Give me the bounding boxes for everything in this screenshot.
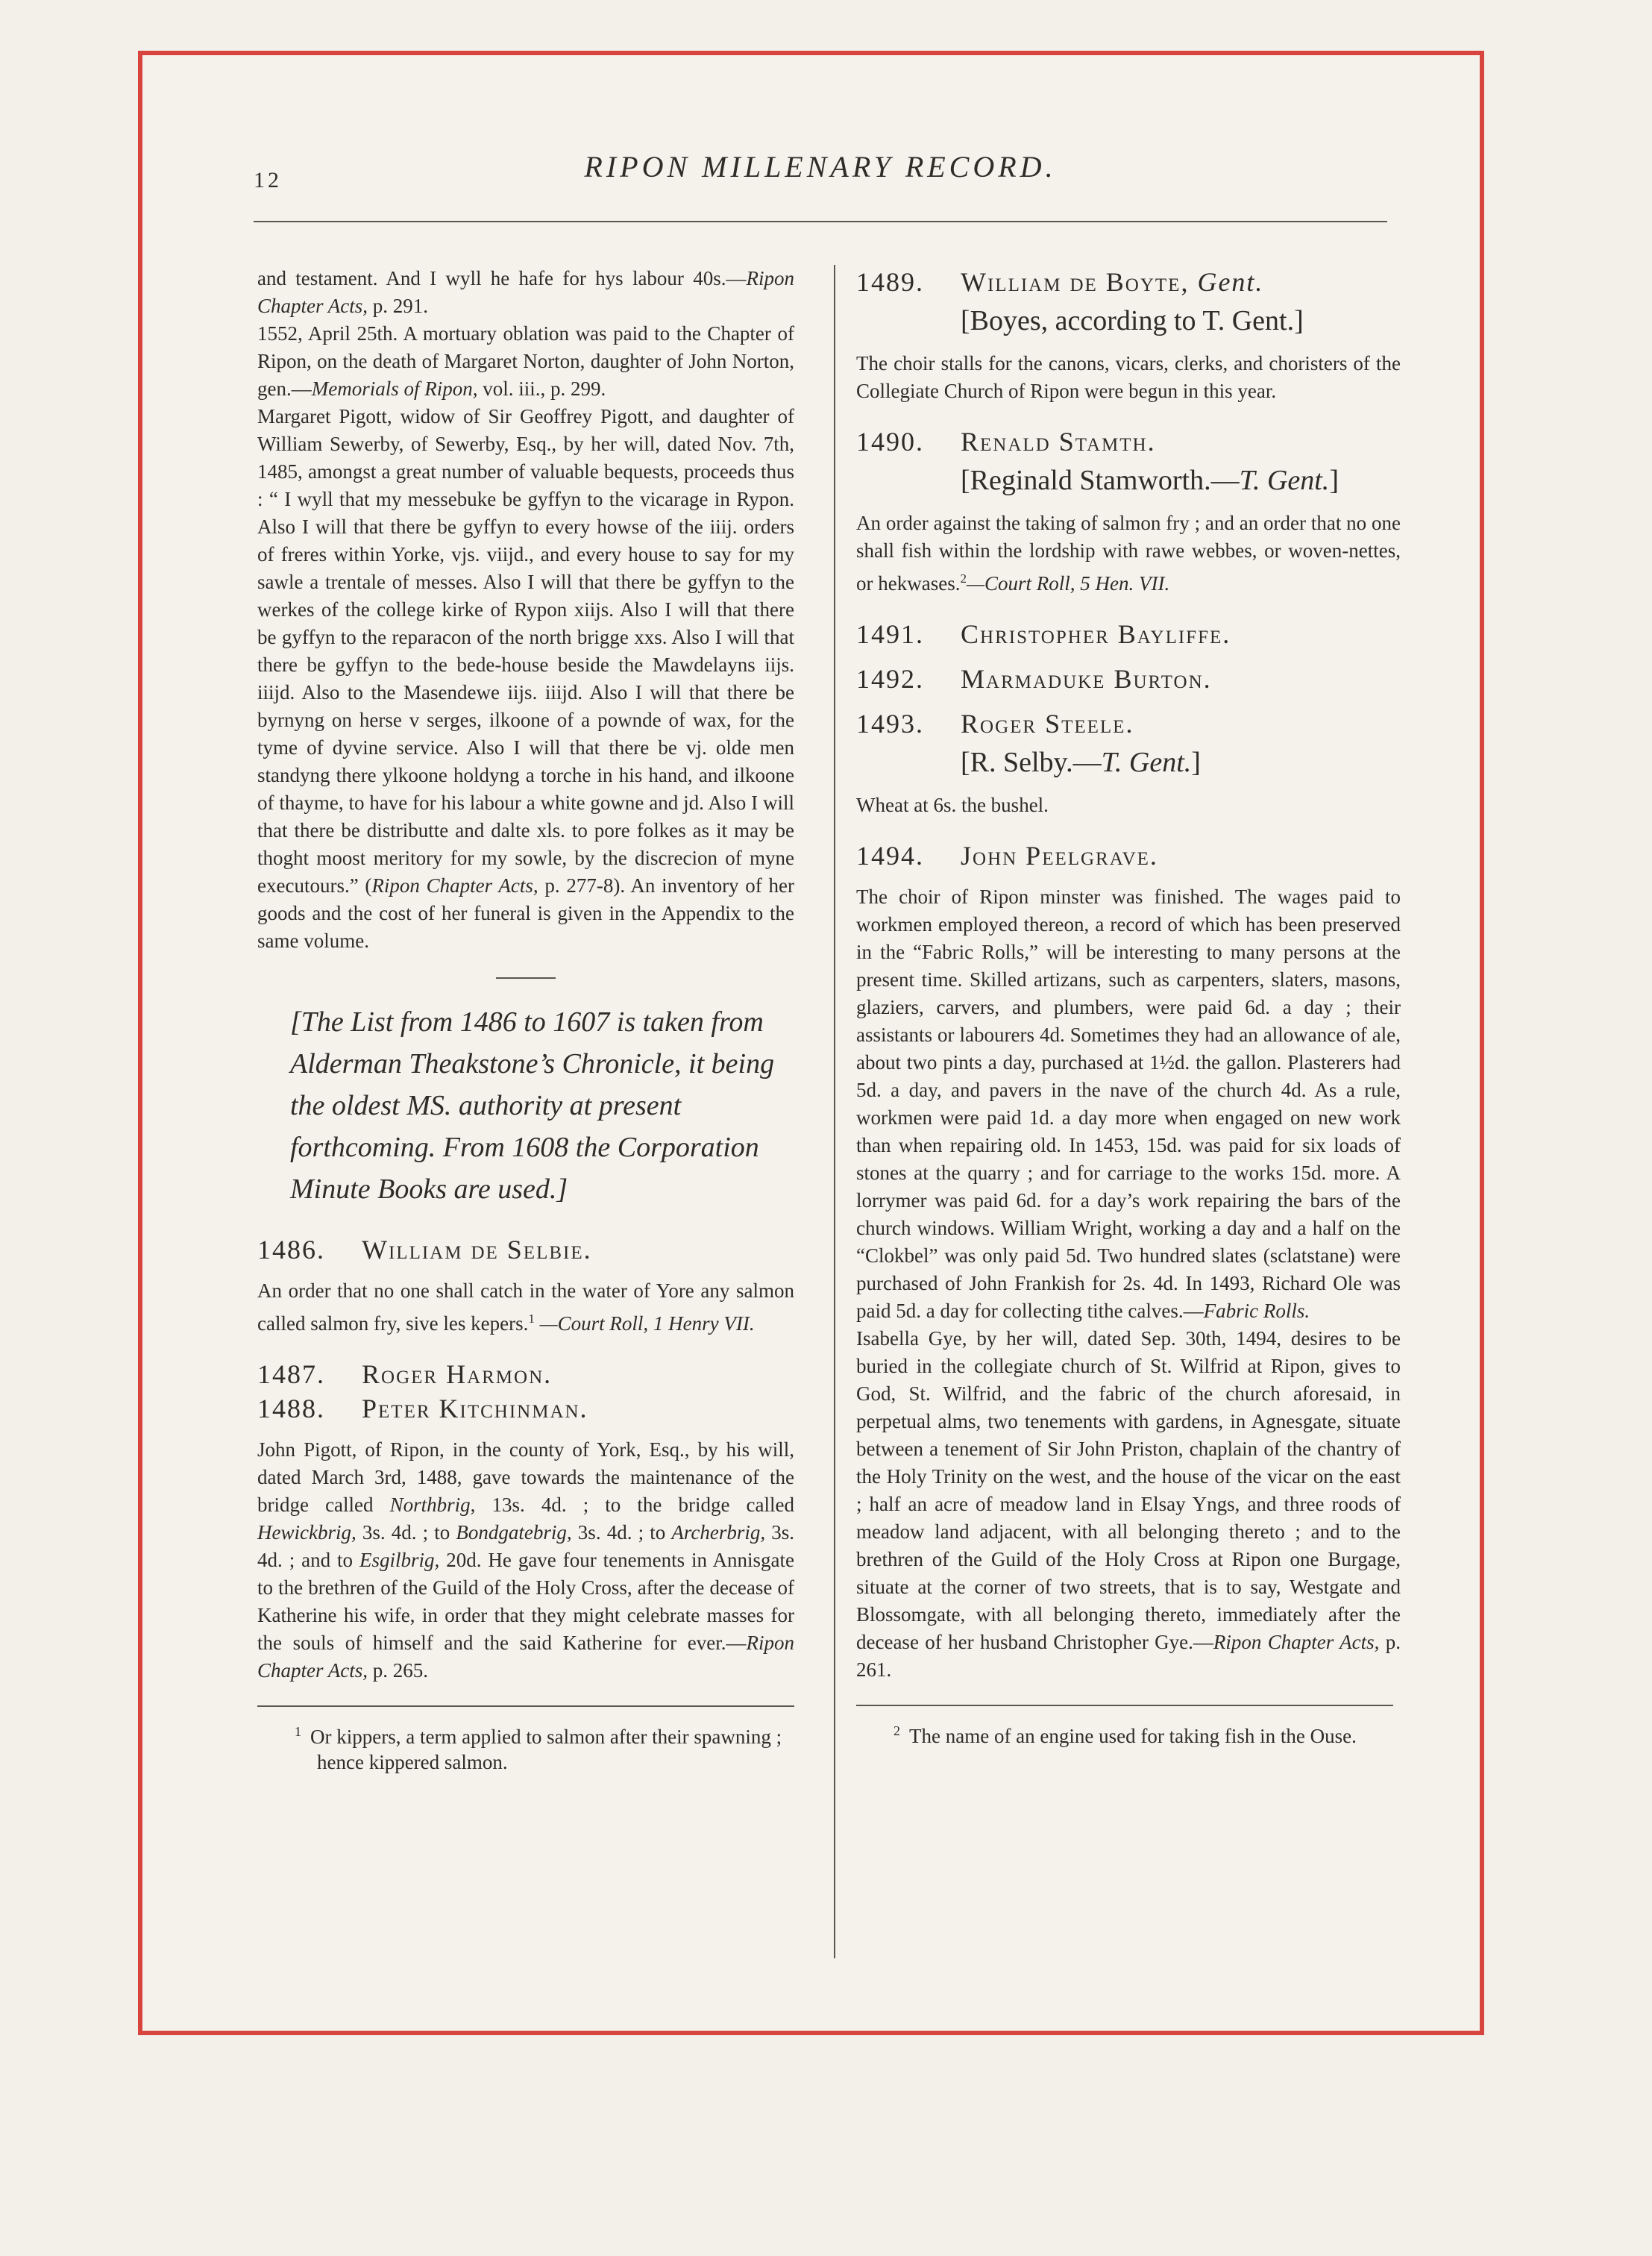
footnote-1: $^1$ Or kippers, a term applied to salmon after their spawning ; hence kippered salmon.	[295, 1724, 782, 1773]
footnote-rule	[856, 1705, 1393, 1706]
footnote-2: $^2$ The name of an engine used for taking fish in the Ouse.	[893, 1723, 1357, 1747]
year-entry-1490: 1490. Renald Stamth.	[856, 427, 1156, 457]
paragraph: The choir stalls for the canons, vicars, clerks, and choristers of the Collegiate Church of Ripon were begun in this year.	[856, 352, 1401, 402]
running-head: RIPON MILLENARY RECORD.	[584, 150, 1057, 184]
paragraph: John Pigott, of Ripon, in the county of York, Esq., by his will, dated March 3rd, 1488, gave towards the maintenance of the bridge called Northbrig, 13s. 4d. ; to the bridge called Hewickbrig, 3s. 4d. ; to Bondgatebrig, 3s. 4d. ; to Archerbrig, 3s. 4d. ; and to Esgilbrig, 20d. He gave four tenements in Annisgate to the brethren of the Guild of the Holy Cross, after the decease of Katherine his wife, in order that they might celebrate masses for the souls of himself and the said Katherine for ever.—Ripon Chapter Acts, p. 265.	[257, 1438, 794, 1682]
paragraph: An order that no one shall catch in the water of Yore any salmon called salmon fry, sive les kepers.$^1$ —Court Roll, 1 Henry VII.	[257, 1279, 794, 1335]
paragraph: Isabella Gye, by her will, dated Sep. 30th, 1494, desires to be buried in the collegiate church of St. Wilfrid at Ripon, gives to God, St. Wilfrid, and the fabric of the church aforesaid, in perpetual alms, two tenements with gardens, in Agnesgate, situate between a tenement of Sir John Priston, chaplain of the chantry of the Holy Trinity on the west, and the house of the vicar on the east ; half an acre of meadow land in Elsay Yngs, and three roods of meadow land adjacent, with all belonging thereto ; and to the brethren of the Guild of the Holy Cross at Ripon one Burgage, situate at the corner of two streets, that is to say, Westgate and Blossomgate, with all belonging thereto, immediately after the decease of her husband Christopher Gye.—Ripon Chapter Acts, p. 261.	[856, 1327, 1401, 1681]
year-entry-1493: 1493. Roger Steele.	[856, 709, 1134, 739]
left-column	[257, 265, 794, 1775]
year-entry-1491: 1491. Christopher Bayliffe.	[856, 619, 1231, 649]
paragraph: Wheat at 6s. the bushel.	[856, 794, 1049, 816]
header-rule	[254, 221, 1387, 222]
right-column	[856, 265, 1401, 1749]
footnote-rule	[257, 1705, 794, 1707]
entry-subtitle: [Reginald Stamworth.—T. Gent.]	[961, 465, 1339, 496]
editorial-note: [The List from 1486 to 1607 is taken from Alderman Theakstone’s Chronicle, it being the oldest MS. authority at present forthcoming. From 1608 the Corporation Minute Books are used.]	[290, 1006, 775, 1205]
entry-subtitle: [R. Selby.—T. Gent.]	[961, 747, 1201, 778]
year-entry-1488: 1488. Peter Kitchinman.	[257, 1394, 588, 1423]
year-entry-1489: 1489. William de Boyte, Gent.	[856, 267, 1264, 297]
page-number: 12	[254, 168, 282, 192]
entry-subtitle: [Boyes, according to T. Gent.]	[961, 305, 1304, 336]
paragraph: An order against the taking of salmon fry ; and an order that no one shall fish within the lordship with rawe webbes, or woven-nettes, or hekwases.$^2$—Court Roll, 5 Hen. VII.	[856, 512, 1401, 595]
year-entry-1486: 1486. William de Selbie.	[257, 1235, 592, 1265]
year-entry-1492: 1492. Marmaduke Burton.	[856, 664, 1212, 694]
section-divider	[496, 977, 556, 979]
year-entry-1494: 1494. John Peelgrave.	[856, 841, 1158, 871]
paragraph: Margaret Pigott, widow of Sir Geoffrey Pigott, and daughter of William Sewerby, of Sewerby, Esq., by her will, dated Nov. 7th, 1485, amongst a great number of valuable bequests, proceeds thus : “ I wyll that my messebuke be gyffyn to the vicarage in Rypon. Also I will that there be gyffyn to every howse of the iiij. orders of freres within Yorke, vjs. viijd., and every house to say for my sawle a trentale of messes. Also I will that there be gyffyn to the werkes of the college kirke of Rypon xiijs. Also I will that there be gyffyn to the reparacon of the north brigge xxs. Also I will that there be gyffyn to the bede-house beside the Mawdelayns iijs. iiijd. Also to the Masendewe iijs. iiijd. Also I will that there be byrnyng on herse v serges, ilkoone of a pownde of wax, for the tyme of dyvine service. Also I will that there be vj. olde men standyng there ylkoone holdyng a torche in his hand, and ilkoone of thayme, to have for his labour a white gowne and jd. Also I will that there be distributte and dalte xls. to pore folkes as it may be thoght moost meritory for my sowle, by the discrecion of myne executours.” (Ripon Chapter Acts, p. 277-8). An inventory of her goods and the cost of her funeral is given in the Appendix to the same volume.	[257, 405, 794, 952]
year-entry-1487: 1487. Roger Harmon.	[257, 1359, 553, 1389]
paragraph: and testament. And I wyll he hafe for hys labour 40s.—Ripon Chapter Acts, p. 291.	[257, 267, 794, 317]
paragraph: The choir of Ripon minster was finished. The wages paid to workmen employed thereon, a record of which has been preserved in the “Fabric Rolls,” will be interesting to many persons at the present time. Skilled artizans, such as carpenters, slaters, masons, glaziers, carvers, and plumbers, were paid 6d. a day ; their assistants or labourers 4d. Sometimes they had an allowance of ale, about two pints a day, purchased at 1½d. the gallon. Plasterers had 5d. a day, and pavers in the nave of the church 4d. As a rule, workmen were paid 1d. a day more when engaged on new work than when repairing old. In 1453, 15d. was paid for six loads of stones at the quarry ; and for carriage to the works 15d. more. A lorrymer was paid 6d. for a day’s work repairing the bars of the church windows. William Wright, working a day and a half on the “Clokbel” was only paid 5d. Two hundred slates (sclatstane) were purchased of John Frankish for 2s. 4d. In 1493, Richard Ole was paid 5d. a day for collecting tithe calves.—Fabric Rolls.	[856, 886, 1401, 1322]
paragraph: 1552, April 25th. A mortuary oblation was paid to the Chapter of Ripon, on the death of Margaret Norton, daughter of John Norton, gen.—Memorials of Ripon, vol. iii., p. 299.	[257, 322, 794, 400]
column-rule	[834, 265, 835, 1958]
